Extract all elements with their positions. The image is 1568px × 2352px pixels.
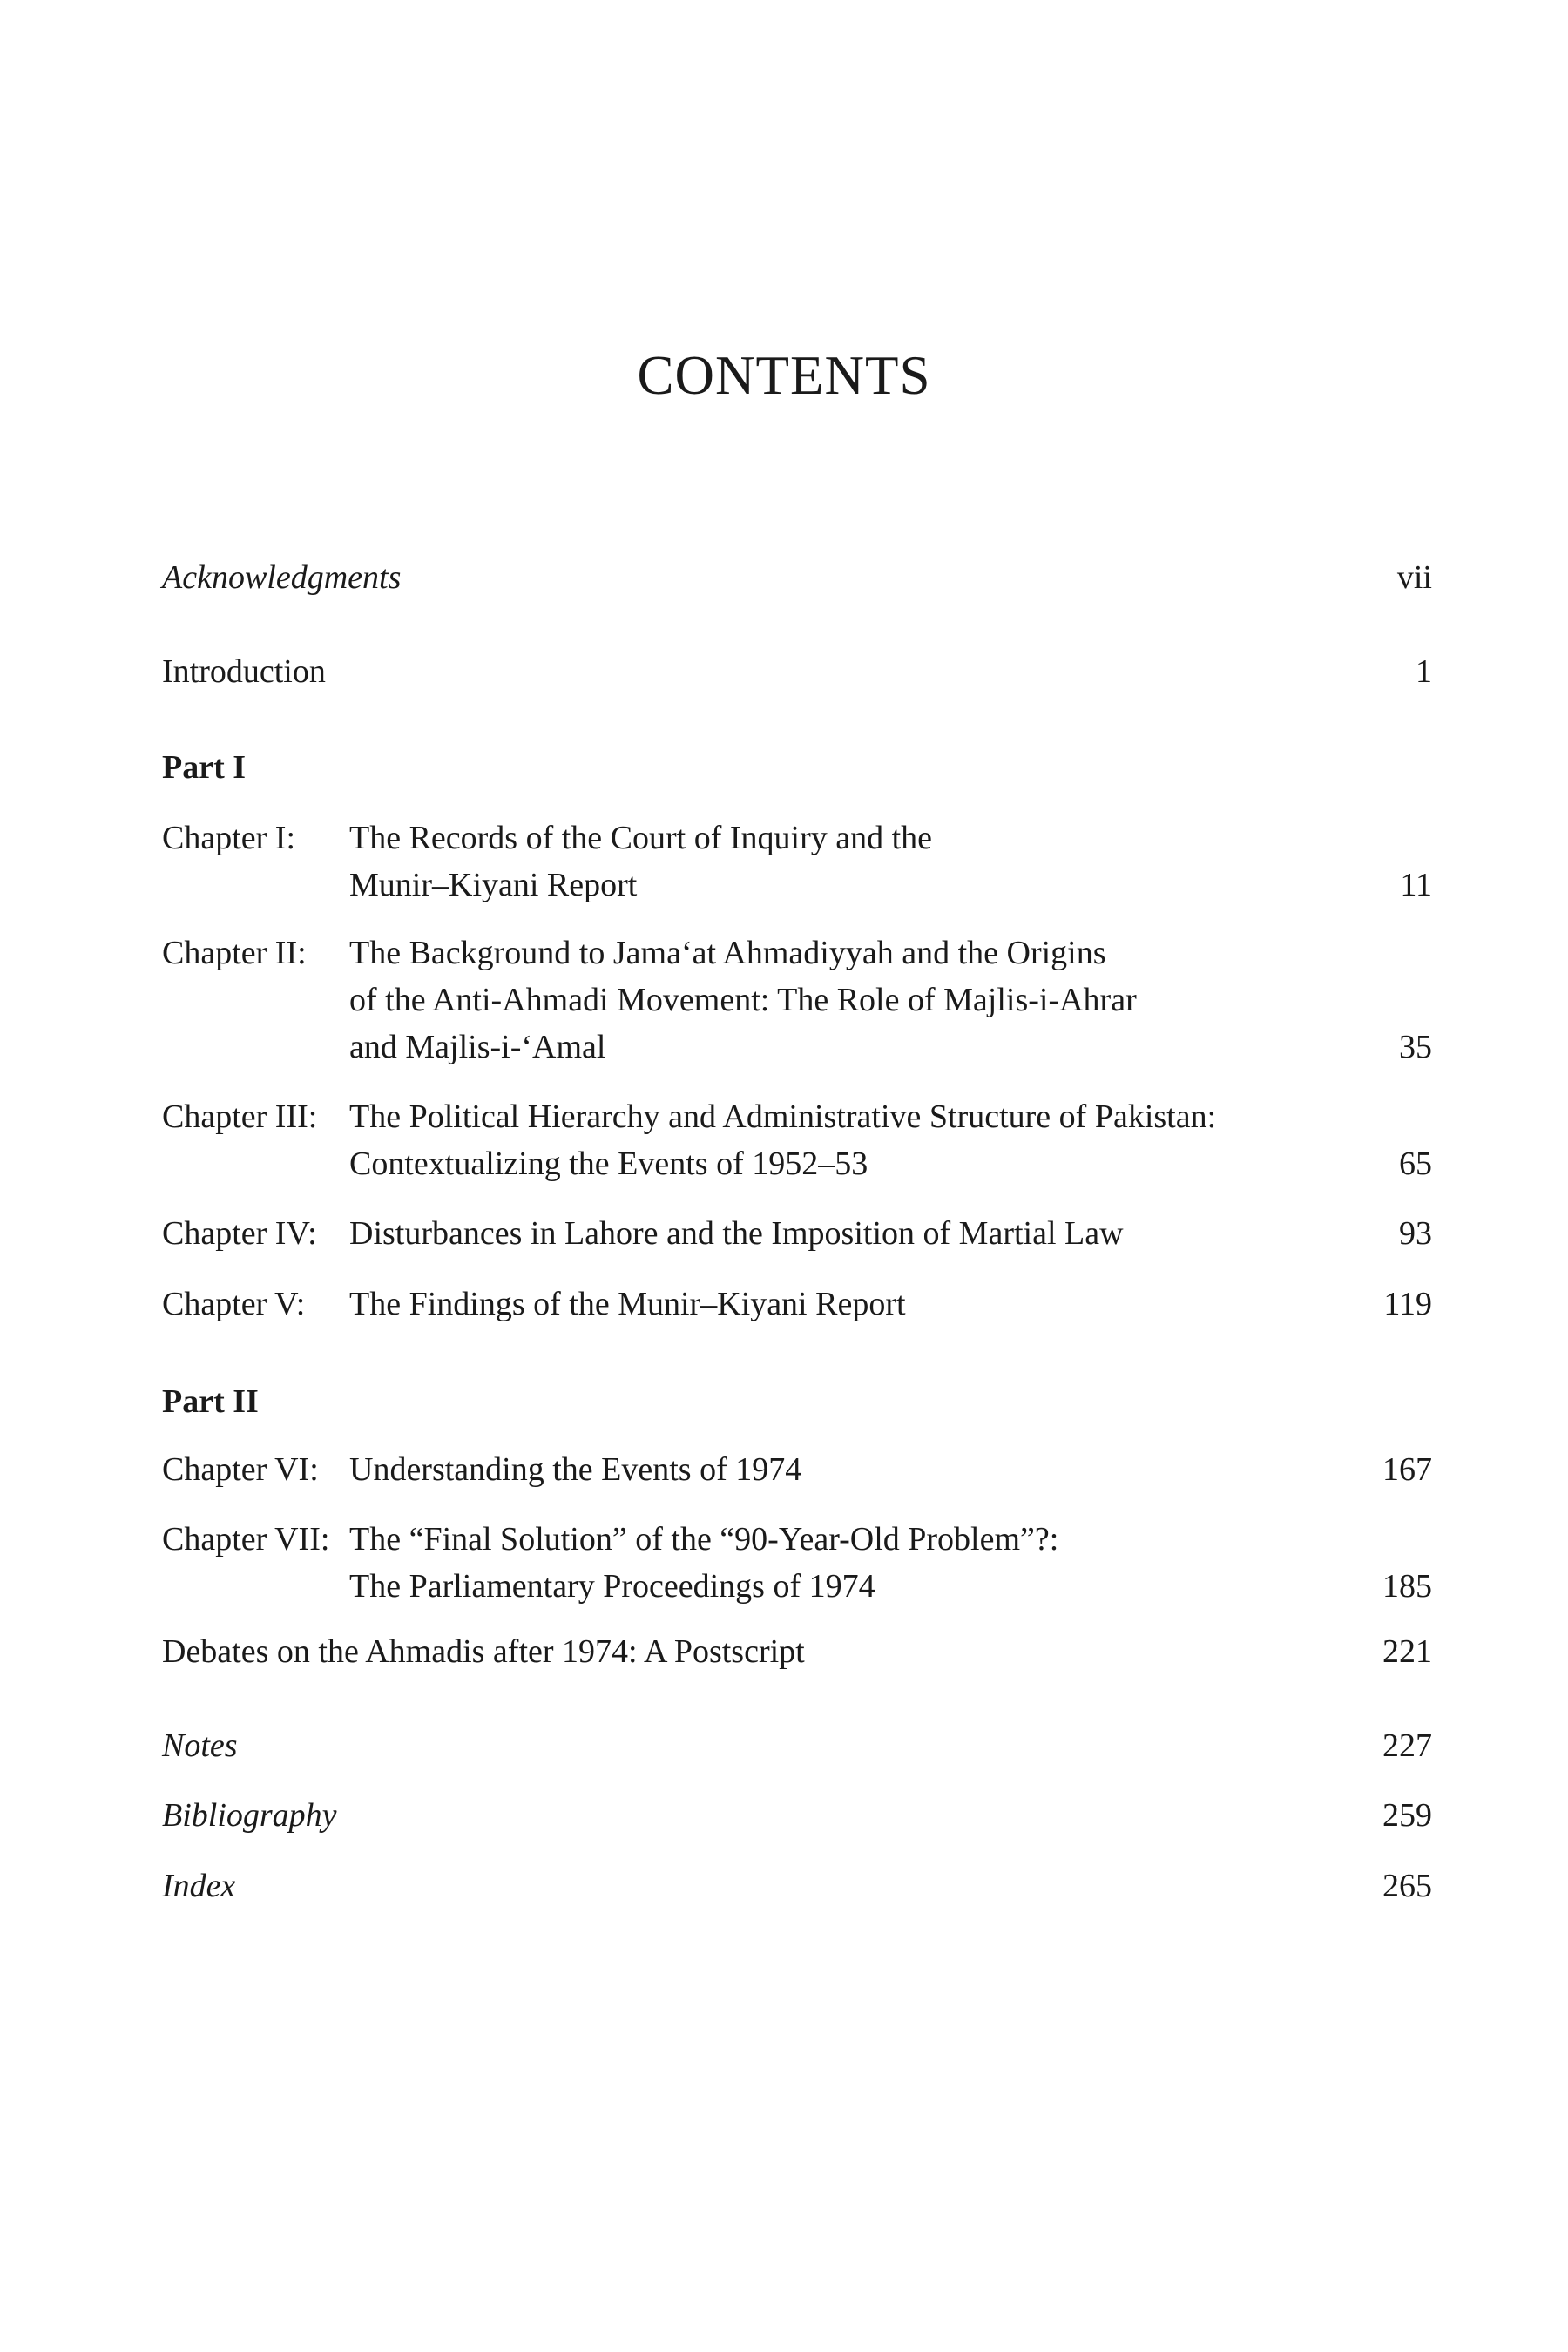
toc-entry-page: 227 <box>1382 1727 1432 1764</box>
toc-entry-index[interactable] <box>162 1864 1432 1908</box>
chapter-page: 185 <box>1382 1568 1432 1605</box>
chapter-number: Chapter IV: <box>162 1215 317 1252</box>
page-title: CONTENTS <box>637 345 931 406</box>
chapter-title <box>349 1446 1351 1493</box>
toc-entry-introduction[interactable] <box>162 650 1432 693</box>
chapter-title <box>349 1210 1351 1257</box>
toc-entry-postscript[interactable] <box>162 1630 1432 1673</box>
toc-entry-label: Index <box>162 1868 236 1904</box>
chapter-number: Chapter III: <box>162 1098 318 1135</box>
part-heading-2: Part II <box>162 1383 259 1420</box>
chapter-number: Chapter VII: <box>162 1521 330 1558</box>
chapter-title <box>349 929 1351 1071</box>
toc-entry-page: 259 <box>1382 1797 1432 1834</box>
part-heading-1: Part I <box>162 749 247 786</box>
chapter-page: 167 <box>1382 1451 1432 1488</box>
toc-entry-label: Acknowledgments <box>162 559 402 596</box>
chapter-title-line: of the Anti-Ahmadi Movement: The Role of Majlis-i-Ahrar <box>349 982 1137 1018</box>
chapter-title-line: Munir–Kiyani Report <box>349 867 638 903</box>
chapter-page: 11 <box>1400 867 1432 903</box>
toc-entry-notes[interactable] <box>162 1724 1432 1767</box>
chapter-number: Chapter I: <box>162 820 296 856</box>
chapter-title <box>349 1093 1351 1187</box>
chapter-title-line: The Parliamentary Proceedings of 1974 <box>349 1568 875 1605</box>
chapter-title-line: Understanding the Events of 1974 <box>349 1451 802 1488</box>
chapter-page: 35 <box>1399 1029 1432 1065</box>
toc-entry-label: Introduction <box>162 653 326 690</box>
toc-entry-page: 1 <box>1416 653 1432 690</box>
chapter-title-line: The Findings of the Munir–Kiyani Report <box>349 1286 906 1322</box>
chapter-title-line: The “Final Solution” of the “90-Year-Old Problem”?: <box>349 1521 1059 1558</box>
chapter-page: 93 <box>1399 1215 1432 1252</box>
toc-entry-page: 265 <box>1382 1868 1432 1904</box>
chapter-title-line: The Political Hierarchy and Administrative Structure of Pakistan: <box>349 1098 1217 1135</box>
chapter-number: Chapter V: <box>162 1286 306 1322</box>
toc-entry-bibliography[interactable] <box>162 1794 1432 1837</box>
toc-entry-label: Notes <box>162 1727 238 1764</box>
toc-entry-acknowledgments[interactable] <box>162 556 1432 599</box>
chapter-title-line: Contextualizing the Events of 1952–53 <box>349 1146 868 1182</box>
chapter-page: 119 <box>1383 1286 1432 1322</box>
chapter-title <box>349 814 1351 909</box>
toc-entry-label: Bibliography <box>162 1797 337 1834</box>
toc-entry-page: vii <box>1396 559 1432 596</box>
chapter-title-line: The Records of the Court of Inquiry and the <box>349 820 933 856</box>
chapter-title-line: The Background to Jama‘at Ahmadiyyah and the Origins <box>349 935 1106 971</box>
chapter-title-line: and Majlis-i-‘Amal <box>349 1029 606 1065</box>
toc-entry-page: 221 <box>1382 1633 1432 1670</box>
chapter-number: Chapter VI: <box>162 1451 319 1488</box>
chapter-page: 65 <box>1399 1146 1432 1182</box>
chapter-title <box>349 1281 1351 1328</box>
chapter-title <box>349 1516 1351 1610</box>
chapter-title-line: Disturbances in Lahore and the Imposition of Martial Law <box>349 1215 1124 1252</box>
toc-entry-label: Debates on the Ahmadis after 1974: A Postscript <box>162 1633 805 1670</box>
chapter-number: Chapter II: <box>162 935 307 971</box>
